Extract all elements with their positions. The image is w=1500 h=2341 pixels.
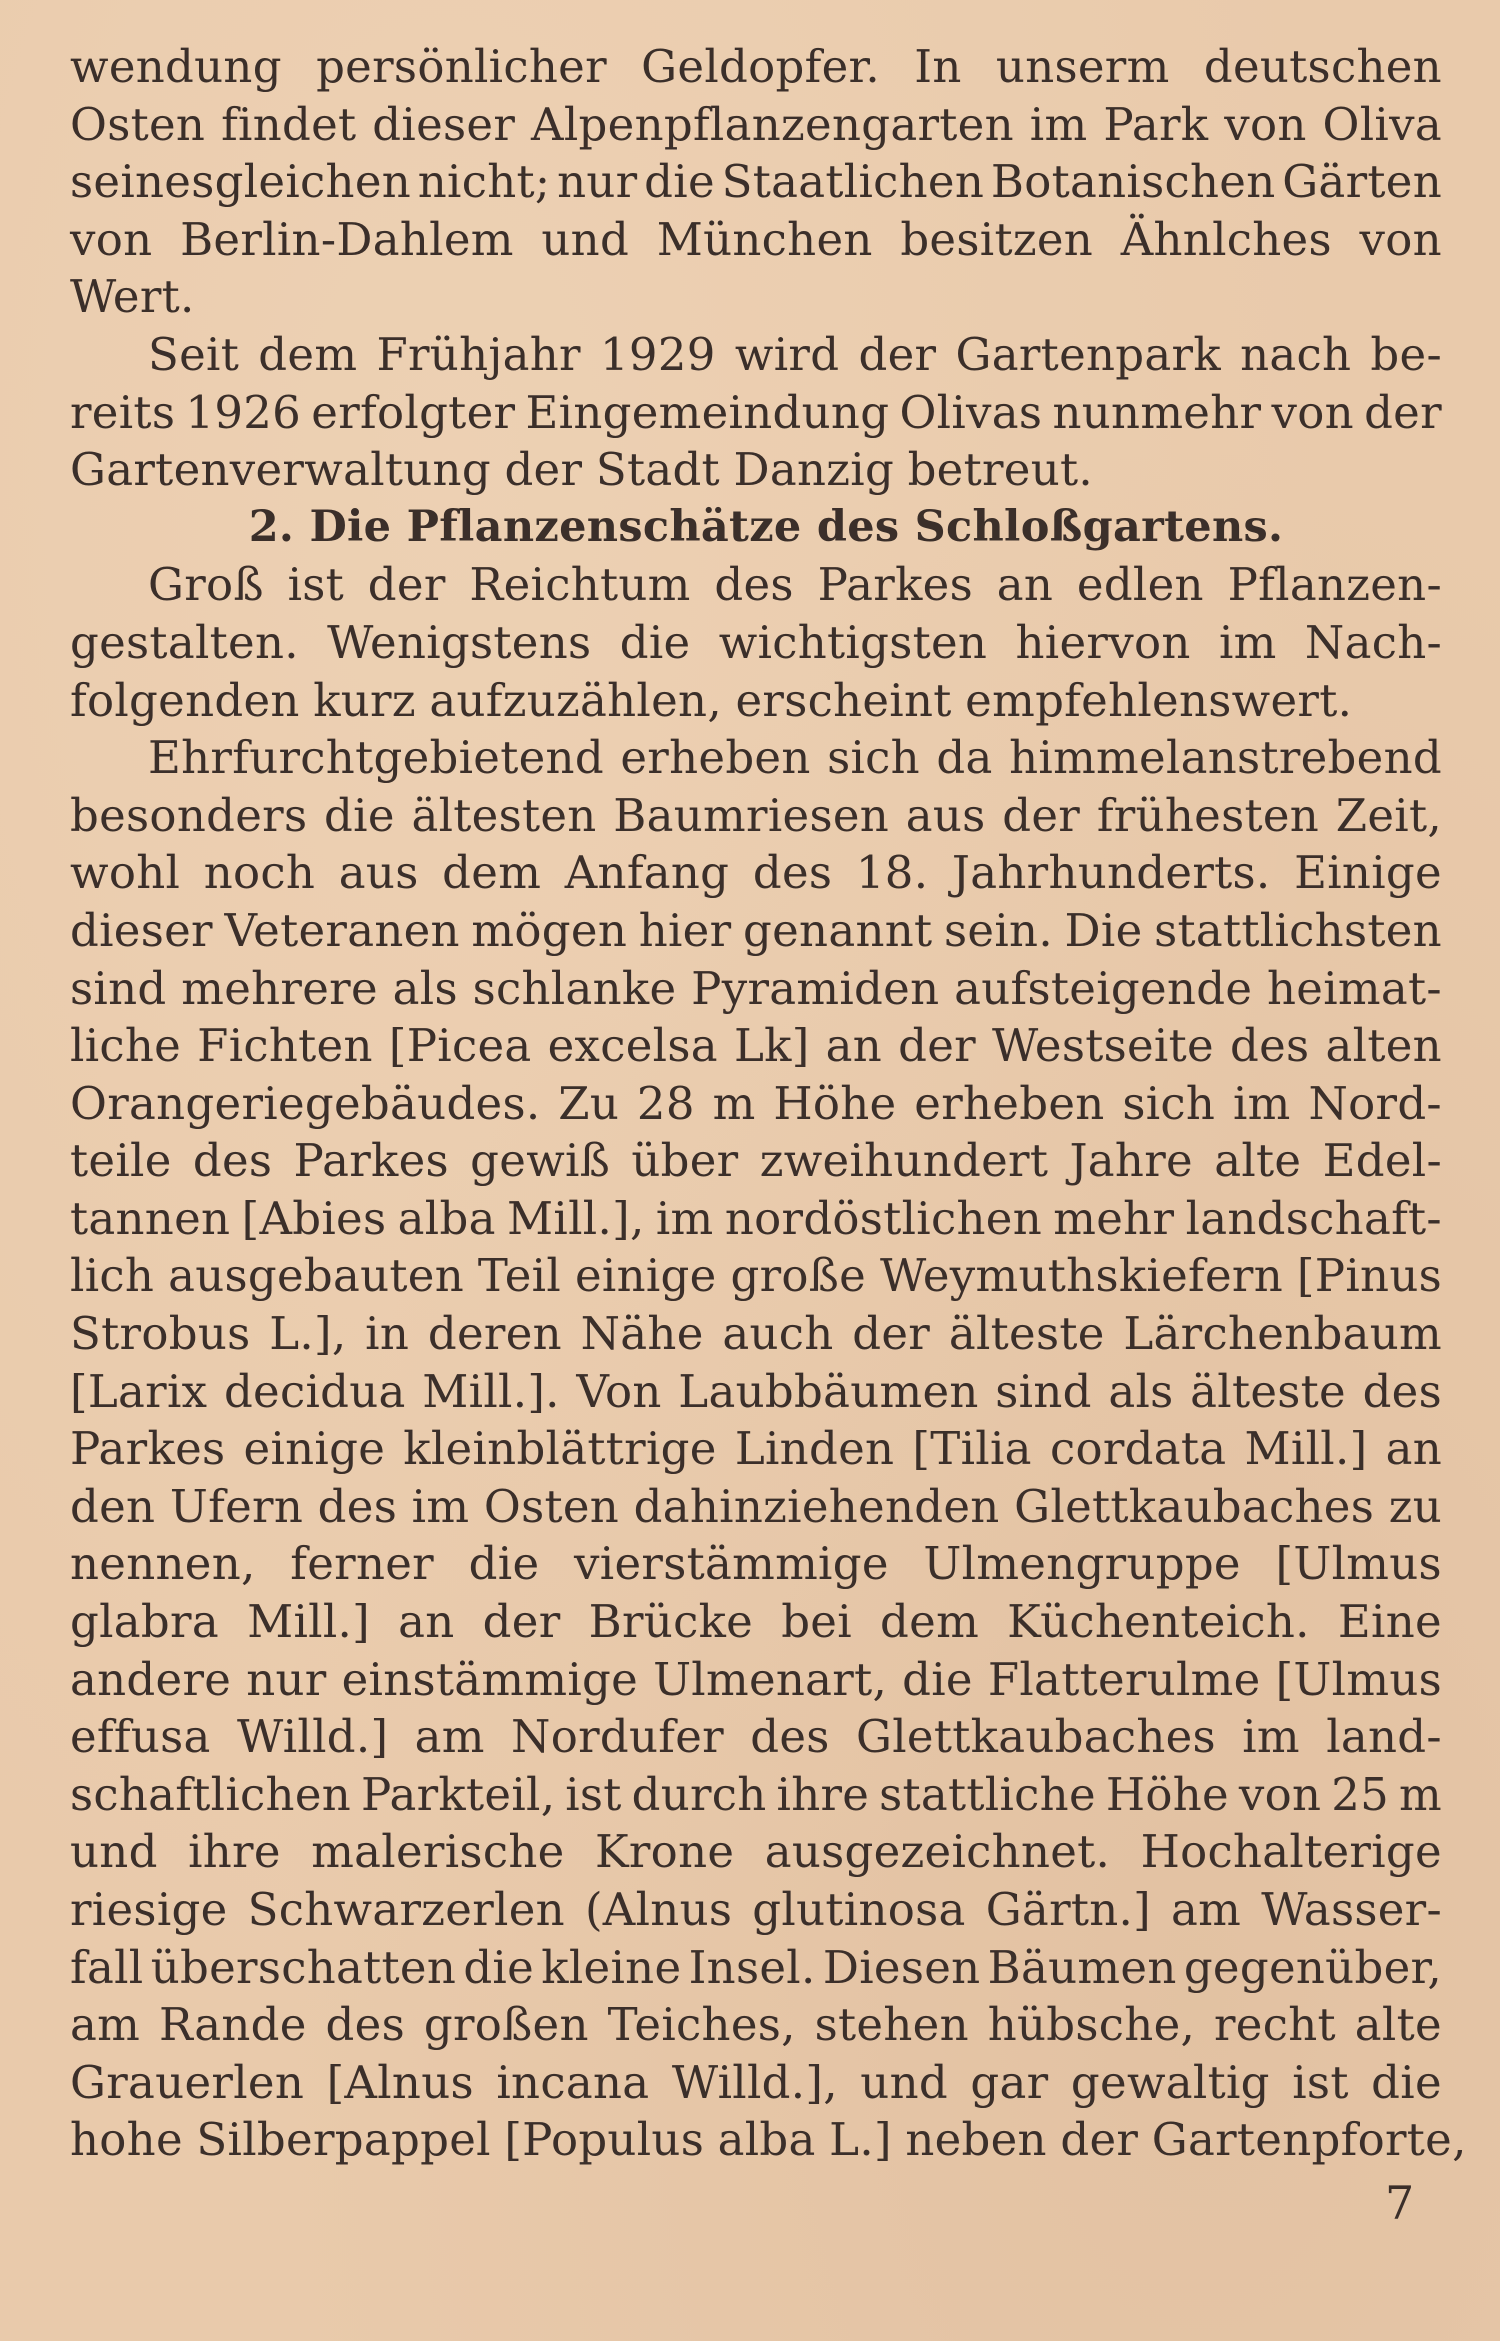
text-line: besonders die ältesten Baumriesen aus der frühesten Zeit, xyxy=(70,788,1442,842)
text-line: teile des Parkes gewiß über zweihundert Jahre alte Edel- xyxy=(70,1134,1442,1188)
text-line: glabra Mill.] an der Brücke bei dem Küchenteich. Eine xyxy=(70,1595,1442,1649)
text-line: Orangeriegebäudes. Zu 28 m Höhe erheben sich im Nord- xyxy=(70,1076,1442,1130)
text-line: Seit dem Frühjahr 1929 wird der Gartenpark nach be- xyxy=(148,327,1442,381)
text-line: riesige Schwarzerlen (Alnus glutinosa Gärtn.] am Wasser- xyxy=(70,1883,1442,1936)
text-line: wendung persönlicher Geldopfer. In unserm deutschen xyxy=(70,40,1442,93)
text-line: Groß ist der Reichtum des Parkes an edlen Pflanzen- xyxy=(148,558,1442,612)
text-line: schaftlichen Parkteil, ist durch ihre stattliche Höhe von 25 m xyxy=(70,1767,1442,1821)
text-line: lich ausgebauten Teil einige große Weymuthskiefern [Pinus xyxy=(70,1249,1442,1303)
text-line: gestalten. Wenigstens die wichtigsten hiervon im Nach- xyxy=(70,615,1442,669)
text-line: fall überschatten die kleine Insel. Diesen Bäumen gegenüber, xyxy=(70,1940,1442,1994)
text-line: und ihre malerische Krone ausgezeichnet. Hochalterige xyxy=(70,1825,1442,1879)
text-line: dieser Veteranen mögen hier genannt sein. Die stattlichsten xyxy=(70,903,1442,957)
text-line: Osten findet dieser Alpenpflanzengarten im Park von Oliva xyxy=(70,97,1442,151)
text-line: tannen [Abies alba Mill.], im nordöstlichen mehr landschaft- xyxy=(70,1191,1442,1245)
text-line: reits 1926 erfolgter Eingemeindung Olivas nunmehr von der xyxy=(70,385,1442,439)
text-line: Gartenverwaltung der Stadt Danzig betreut. xyxy=(70,443,1093,497)
text-line: wohl noch aus dem Anfang des 18. Jahrhunderts. Einige xyxy=(70,846,1442,900)
page-number: 7 xyxy=(1385,2176,1415,2230)
text-line: Wert. xyxy=(70,270,195,324)
text-line: liche Fichten [Picea excelsa Lk] an der Westseite des alten xyxy=(70,1019,1442,1073)
text-line: hohe Silberpappel [Populus alba L.] neben der Gartenpforte, xyxy=(70,2113,1467,2167)
text-line: am Rande des großen Teiches, stehen hübsche, recht alte xyxy=(70,1998,1442,2052)
text-line: [Larix decidua Mill.]. Von Laubbäumen sind als älteste des xyxy=(70,1364,1442,1418)
text-line: effusa Willd.] am Nordufer des Glettkaubaches im land- xyxy=(70,1710,1442,1764)
text-line: von Berlin-Dahlem und München besitzen Ähnlches von xyxy=(70,212,1442,266)
text-line: Parkes einige kleinblättrige Linden [Tilia cordata Mill.] an xyxy=(70,1422,1442,1476)
text-line: seinesgleichen nicht; nur die Staatlichen Botanischen Gärten xyxy=(70,155,1442,209)
text-line: andere nur einstämmige Ulmenart, die Flatterulme [Ulmus xyxy=(70,1652,1442,1706)
text-line: folgenden kurz aufzuzählen, erscheint empfehlenswert. xyxy=(70,673,1353,727)
section-heading: 2. Die Pflanzenschätze des Schloßgartens. xyxy=(248,501,1284,552)
text-line: Ehrfurchtgebietend erheben sich da himmelanstrebend xyxy=(148,731,1442,785)
text-line: nennen, ferner die vierstämmige Ulmengruppe [Ulmus xyxy=(70,1537,1442,1591)
body-text xyxy=(70,38,1467,2169)
text-line: Grauerlen [Alnus incana Willd.], und gar gewaltig ist die xyxy=(70,2055,1442,2109)
text-line: den Ufern des im Osten dahinziehenden Glettkaubaches zu xyxy=(70,1479,1442,1533)
text-line: sind mehrere als schlanke Pyramiden aufsteigende heimat- xyxy=(70,961,1442,1015)
text-line: Strobus L.], in deren Nähe auch der älteste Lärchenbaum xyxy=(70,1307,1442,1361)
